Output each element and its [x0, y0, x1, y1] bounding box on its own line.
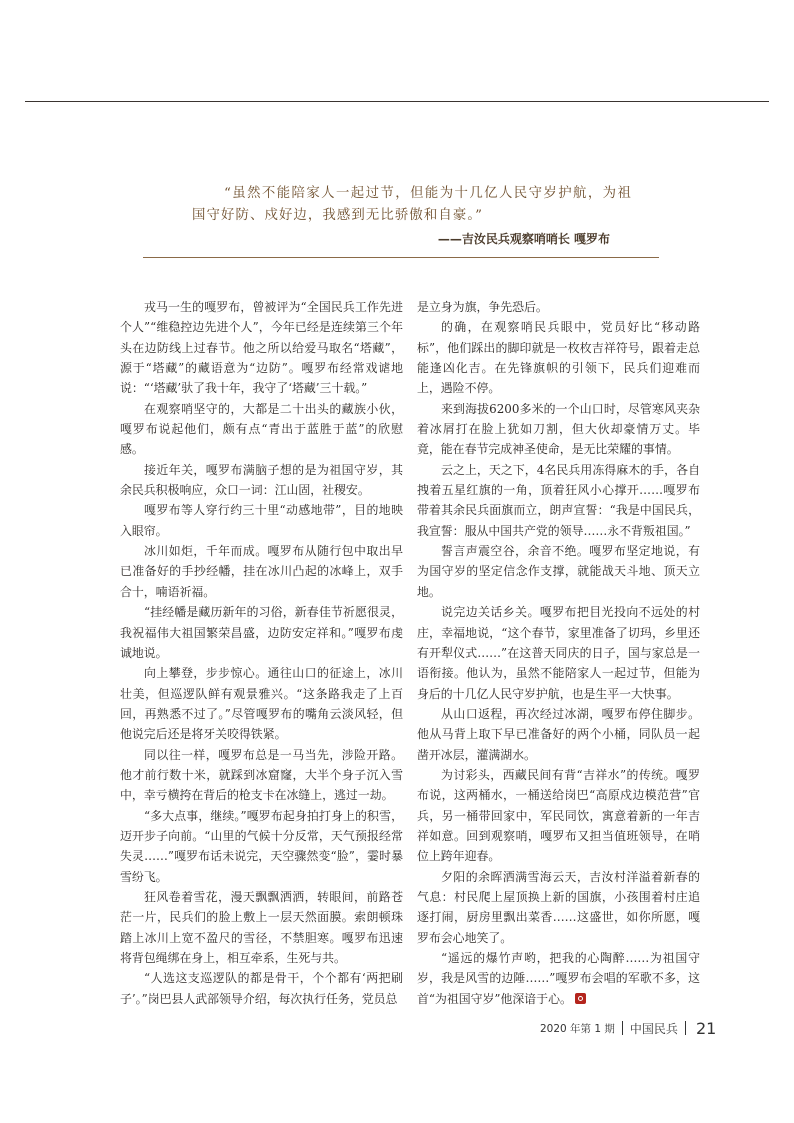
- paragraph: 的确，在观察哨民兵眼中，党员好比“移动路标”，他们踩出的脚印就是一枚枚吉祥符号，跟着走总能逢凶化吉。在先锋旗帜的引领下，民兵们迎难而上，遇险不停。: [417, 320, 700, 396]
- issue-label: 2020 年第 1 期: [540, 1022, 615, 1035]
- paragraph: 为讨彩头，西藏民间有背“吉祥水”的传统。嘎罗布说，这两桶水，一桶送给岗巴“高原戍边模范营”官兵，另一桶带回家中，军民同饮，寓意着新的一年吉祥如意。回到观察哨，嘎罗布又担当值班领导，在哨位上跨年迎春。: [417, 767, 700, 864]
- paragraph: 同以往一样，嘎罗布总是一马当先，涉险开路。他才前行数十米，就踩到冰窟窿，大半个身子沉入雪中，幸亏横挎在背后的枪支卡在冰缝上，逃过一劫。: [120, 747, 403, 803]
- paragraph: 是立身为旗，争先恐后。: [417, 300, 548, 314]
- pull-quote: [192, 183, 632, 246]
- footer-divider: [685, 1021, 686, 1035]
- left-column: [120, 297, 403, 1009]
- page-number: 21: [695, 1018, 717, 1038]
- paragraph: 冰川如炬，千年而成。嘎罗布从随行包中取出早已准备好的手抄经幡，挂在冰川凸起的冰峰上，双手合十，喃语祈福。: [120, 544, 403, 599]
- paragraph: 嘎罗布等人穿行约三十里“动感地带”，目的地映入眼帘。: [120, 503, 403, 538]
- pull-quote-author: ——吉汝民兵观察哨哨长 嘎罗布: [437, 232, 610, 246]
- paragraph: 在观察哨坚守的，大都是二十出头的藏族小伙，嘎罗布说起他们，颇有点“青出于蓝胜于蓝”的欣慰感。: [120, 401, 403, 457]
- magazine-name: 中国民兵: [629, 1021, 678, 1036]
- footer-divider: [622, 1021, 623, 1035]
- end-mark-icon: [575, 993, 586, 1004]
- quote-rule: [143, 257, 659, 258]
- paragraph: “挂经幡是藏历新年的习俗，新春佳节祈愿很灵，我祝福伟大祖国繁荣昌盛，边防安定祥和。”嘎罗布虔诚地说。: [120, 605, 403, 660]
- paragraph: 来到海拔6200多米的一个山口时，尽管寒风夹杂着冰屑打在脸上犹如刀割，但大伙却豪情万丈。毕竟，能在春节完成神圣使命，是无比荣耀的事情。: [417, 401, 700, 457]
- paragraph: 狂风卷着雪花，漫天飘飘洒洒，转眼间，前路苍茫一片，民兵们的脸上敷上一层天然面膜。索朗顿珠踏上冰川上宽不盈尺的雪径，不禁胆寒。嘎罗布迅速将背包绳绑在身上，相互牵系，生死与共。: [120, 889, 403, 965]
- paragraph: 从山口返程，再次经过冰湖，嘎罗布停住脚步。他从马背上取下早已准备好的两个小桶，同队员一起凿开冰层，灌满湖水。: [417, 706, 700, 762]
- paragraph: 接近年关，嘎罗布满脑子想的是为祖国守岁，其余民兵积极响应，众口一词：江山固，社稷安。: [120, 462, 403, 498]
- right-column: [417, 297, 700, 1009]
- paragraph: 说完边关话乡关。嘎罗布把目光投向不远处的村庄，幸福地说，“这个春节，家里准备了切玛，乡里还有开犁仪式……”在这普天同庆的日子，国与家总是一语衔接。他认为，虽然不能陪家人一起过节，但能为身后的十几亿人民守岁护航，也是生平一大快事。: [417, 605, 700, 701]
- paragraph: 誓言声震空谷，余音不绝。嘎罗布坚定地说，有为国守岁的坚定信念作支撑，就能战天斗地、顶天立地。: [417, 544, 700, 599]
- paragraph: “多大点事，继续。”嘎罗布起身拍打身上的积雪，迈开步子向前。“山里的气候十分反常，天气预报经常失灵……”嘎罗布话未说完，天空骤然变“脸”，霎时暴雪纷飞。: [120, 808, 403, 884]
- top-rule: [25, 101, 769, 102]
- paragraph: 向上攀登，步步惊心。通往山口的征途上，冰川壮美，但巡逻队鲜有观景雅兴。“这条路我走了上百回，再熟悉不过了。”尽管嘎罗布的嘴角云淡风轻，但他说完后还是将牙关咬得铁紧。: [120, 666, 403, 742]
- paragraph: 夕阳的余晖洒满雪海云天，吉汝村洋溢着新春的气息：村民爬上屋顶换上新的国旗，小孩围着村庄追逐打闹，厨房里飘出菜香……这盛世，如你所愿，嘎罗布会心地笑了。: [417, 869, 700, 945]
- paragraph: 戎马一生的嘎罗布，曾被评为“全国民兵工作先进个人”“维稳控边先进个人”，今年已经是连续第三个年头在边防线上过春节。他之所以给爱马取名“塔藏”，源于“塔藏”的藏语意为“边防”。嘎罗布经常戏谑地说：“‘塔藏’驮了我十年，我守了‘塔藏’三十载。”: [120, 300, 403, 396]
- pull-quote-text: “虽然不能陪家人一起过节，但能为十几亿人民守岁护航，为祖国守好防、戍好边，我感到无比骄傲和自豪。”: [192, 186, 632, 223]
- paragraph: 云之上，天之下，4名民兵用冻得麻木的手，各自拽着五星红旗的一角，顶着狂风小心撑开……嘎罗布带着其余民兵面旗而立，朗声宣誓：“我是中国民兵，我宣誓：服从中国共产党的领导……永不背叛祖国。”: [417, 462, 700, 538]
- paragraph: [417, 948, 700, 1009]
- paragraph: “人选这支巡逻队的都是骨干，个个都有‘两把刷子’。”岗巴县人武部领导介绍，每次执行任务，党员总: [120, 971, 403, 1006]
- page-footer: [540, 1016, 716, 1040]
- paragraph-text: “遥远的爆竹声哟，把我的心陶醉……为祖国守岁，我是风雪的边陲……”嘎罗布会唱的军歌不多，这首“为祖国守岁”他深谙于心。: [417, 951, 700, 1006]
